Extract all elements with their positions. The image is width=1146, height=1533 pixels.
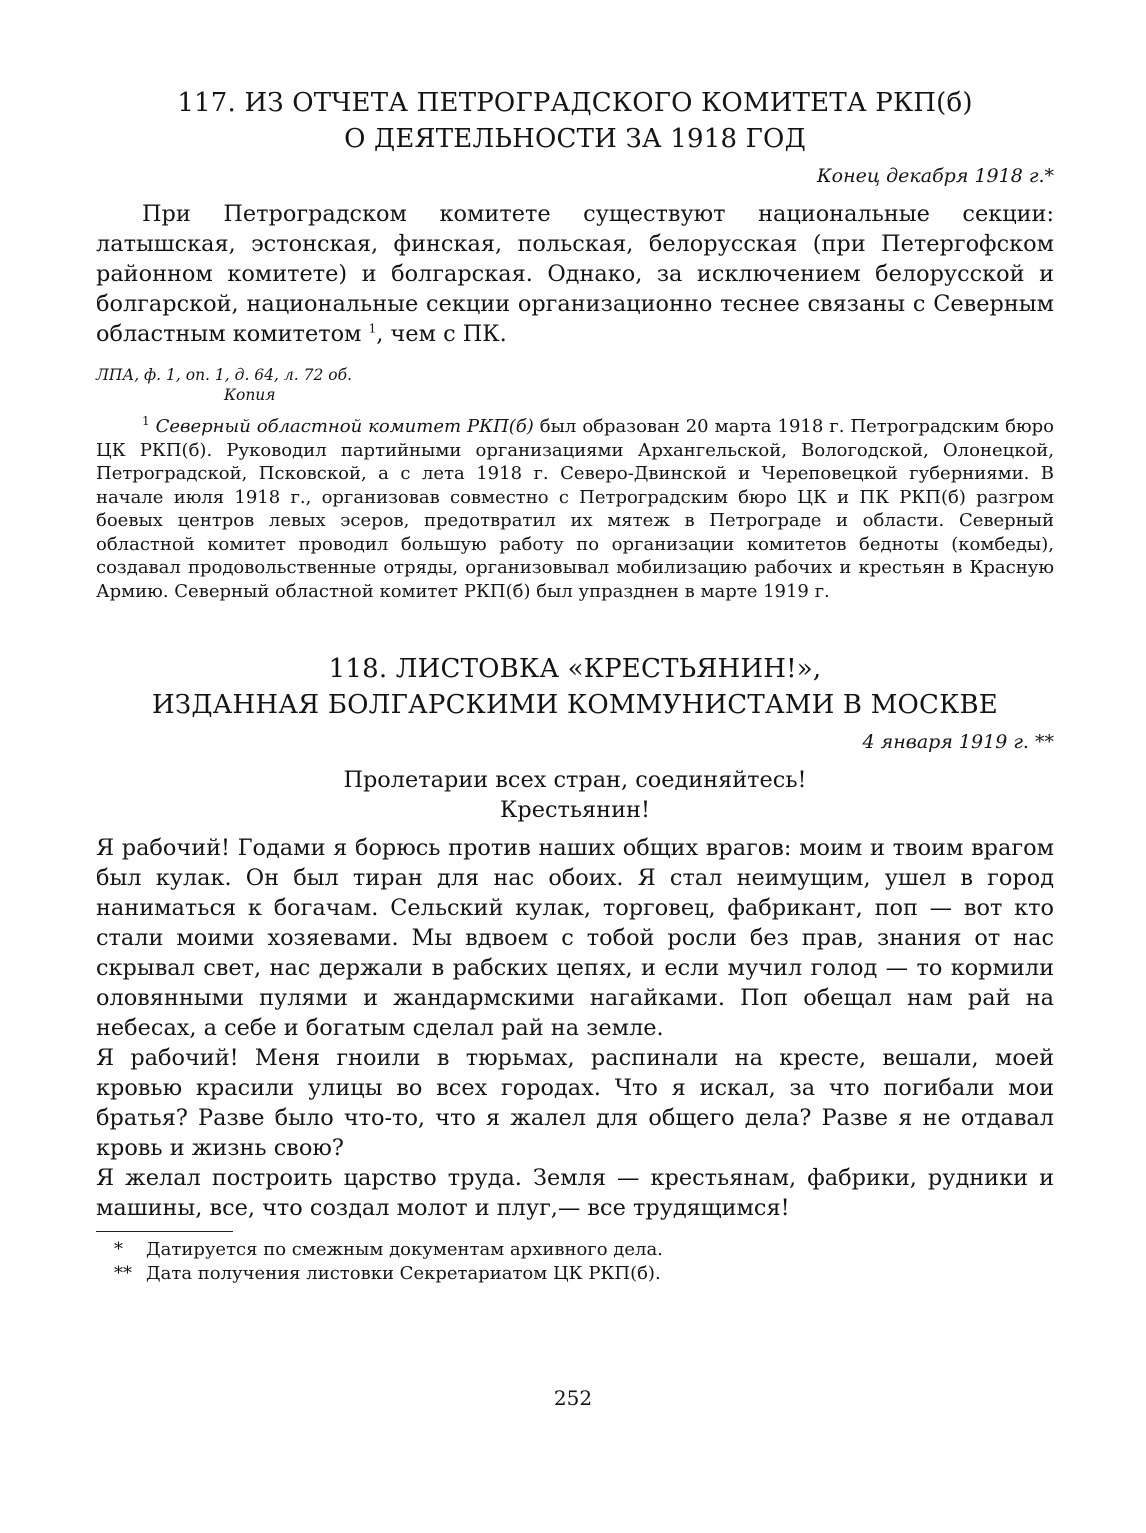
address-line: Крестьянин!	[500, 797, 650, 823]
section-117-body-text: При Петроградском комитете существуют национальные секции: латышская, эстонская, финская, польская, белорусская (при Петергофском районном комитете) и болгарская. Однако, за исключением белорусской и болгарской, национальные секции организационно теснее связаны с Северным областным комитетом	[96, 201, 1054, 347]
bottom-note-2	[96, 1262, 1054, 1286]
slogan: Пролетарии всех стран, соединяйтесь!	[343, 767, 807, 793]
footnote-1-italic: Северный областной комитет РКП(б)	[155, 416, 534, 437]
section-118-title-line1: 118. ЛИСТОВКА «КРЕСТЬЯНИН!»,	[328, 654, 822, 684]
footnote-1-marker: 1	[142, 414, 150, 428]
section-117-title-line1: 117. ИЗ ОТЧЕТА ПЕТРОГРАДСКОГО КОМИТЕТА РКП(б)	[177, 88, 973, 118]
leaflet-paragraph-2: Я рабочий! Меня гноили в тюрьмах, распинали на кресте, вешали, моей кровью красили улицы во всех городах. Что я искал, за что погибали мои братья? Разве было что-то, что я жалел для общего дела? Разве я не отдавал кровь и жизнь свою?	[96, 1045, 1054, 1161]
section-118-date: 4 января 1919 г. **	[862, 731, 1054, 753]
page-number: 252	[553, 1386, 593, 1410]
section-117-body	[96, 199, 1054, 349]
section-118-title-line2: ИЗДАННАЯ БОЛГАРСКИМИ КОММУНИСТАМИ В МОСКВЕ	[152, 690, 998, 720]
leaflet-paragraph-1: Я рабочий! Годами я борюсь против наших общих врагов: моим и твоим врагом был кулак. Он был тиран для нас обоих. Я стал неимущим, ушел в город наниматься к богачам. Сельский кулак, торговец, фабрикант, поп — вот кто стали моими хозяевами. Мы вдвоем с тобой росли без прав, знания от нас скрывал свет, нас держали в рабских цепях, и если мучил голод — то кормили оловянными пулями и жандармскими нагайками. Поп обещал нам рай на небесах, а себе и богатым сделал рай на земле.	[96, 835, 1054, 1041]
section-117-body-tail: , чем с ПК.	[376, 321, 507, 347]
bottom-note-2-mark: **	[114, 1262, 132, 1284]
bottom-note-1-mark: *	[114, 1239, 123, 1260]
page-content	[96, 85, 1054, 1285]
footnote-ref-1: 1	[368, 321, 377, 336]
bottom-note-1	[96, 1238, 1054, 1262]
footnote-1	[96, 415, 1054, 603]
copy-note: Копия	[224, 386, 276, 404]
archive-reference: ЛПА, ф. 1, оп. 1, д. 64, л. 72 об.	[96, 366, 352, 384]
section-117-date: Конец декабря 1918 г.*	[816, 165, 1054, 187]
section-gap	[96, 603, 1054, 651]
section-117-title-line2: О ДЕЯТЕЛЬНОСТИ ЗА 1918 ГОД	[344, 124, 806, 154]
footnote-divider	[96, 1231, 233, 1232]
leaflet-paragraph-3: Я желал построить царство труда. Земля — крестьянам, фабрики, рудники и машины, все, что создал молот и плуг,— все трудящимся!	[96, 1165, 1054, 1221]
footnote-1-text: был образован 20 марта 1918 г. Петроградским бюро ЦК РКП(б). Руководил партийными организациями Архангельской, Вологодской, Олонецкой, Петроградской, Псковской, а с лета 1918 г. Северо-Двинской и Череповецкой губерниями. В начале июля 1918 г., организовав совместно с Петроградским бюро ЦК и ПК РКП(б) разгром боевых центров левых эсеров, предотвратил их мятеж в Петрограде и области. Северный областной комитет проводил большую работу по организации комитетов бедноты (комбеды), создавал продовольственные отряды, организовывал мобилизацию рабочих и крестьян в Красную Армию. Северный областной комитет РКП(б) был упразднен в марте 1919 г.	[96, 416, 1054, 602]
bottom-note-2-text: Дата получения листовки Секретариатом ЦК РКП(б).	[146, 1262, 661, 1284]
bottom-note-1-text: Датируется по смежным документам архивного дела.	[146, 1239, 663, 1260]
